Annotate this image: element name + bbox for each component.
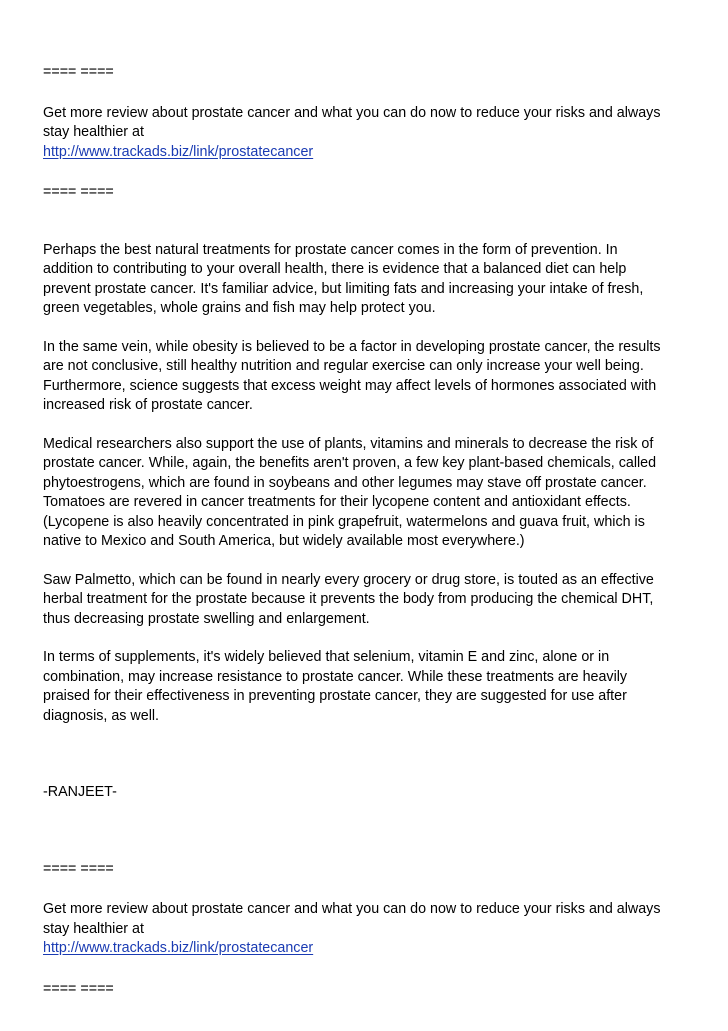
promo-text-line: stay healthier at [43, 920, 144, 937]
paragraph [43, 338, 693, 416]
paragraph-line: In the same vein, while obesity is believed to be a factor in developing prostate cancer, the results [43, 338, 661, 355]
paragraph-line: diagnosis, as well. [43, 707, 160, 724]
paragraph-line: phytoestrogens, which are found in soybeans and other legumes may stave off prostate cancer. [43, 474, 647, 491]
paragraph-line: praised for their effectiveness in preventing prostate cancer, they are suggested for use after [43, 688, 627, 704]
footer-promo [43, 860, 693, 1000]
paragraph-line: are not conclusive, still healthy nutrition and regular exercise can only increase your well being. [43, 358, 644, 374]
article-body [43, 241, 693, 803]
paragraph [43, 435, 693, 552]
paragraph-line: addition to contributing to your overall health, there is evidence that a balanced diet can help [43, 261, 627, 277]
paragraph-line: Furthermore, science suggests that excess weight may affect levels of hormones associated with [43, 377, 657, 394]
author-signature: -RANJEET- [43, 784, 117, 800]
paragraph [43, 571, 693, 630]
paragraph [43, 241, 693, 319]
header-promo [43, 63, 693, 203]
paragraph-line: (Lycopene is also heavily concentrated in pink grapefruit, watermelons and guava fruit, which is [43, 513, 645, 530]
paragraph-line: native to Mexico and South America, but widely available most everywhere.) [43, 533, 525, 549]
paragraph-line: prevent prostate cancer. It's familiar advice, but limiting fats and increasing your intake of fresh, [43, 280, 644, 297]
paragraph-line: In terms of supplements, it's widely believed that selenium, vitamin E and zinc, alone or in [43, 649, 610, 665]
promo-text-line: Get more review about prostate cancer and what you can do now to reduce your risks and always [43, 901, 661, 917]
paragraph-line: herbal treatment for the prostate because it prevents the body from producing the chemical DHT, [43, 591, 654, 607]
paragraph-line: increased risk of prostate cancer. [43, 397, 253, 413]
paragraph-line: thus decreasing prostate swelling and enlargement. [43, 610, 370, 627]
promo-link[interactable]: http://www.trackads.biz/link/prostatecancer [43, 143, 314, 160]
separator: ==== ==== [43, 860, 114, 877]
paragraph-line: Perhaps the best natural treatments for prostate cancer comes in the form of prevention. In [43, 241, 618, 258]
promo-text-line: Get more review about prostate cancer and what you can do now to reduce your risks and always [43, 104, 661, 121]
promo-text-line: stay healthier at [43, 124, 144, 140]
separator: ==== ==== [43, 64, 114, 80]
paragraph-line: Tomatoes are revered in cancer treatments for their lycopene content and antioxidant effects. [43, 494, 631, 510]
document-page [43, 63, 693, 999]
separator: ==== ==== [43, 980, 114, 997]
paragraph-line: prostate cancer. While, again, the benefits aren't proven, a few key plant-based chemicals, called [43, 455, 657, 471]
paragraph-line: Saw Palmetto, which can be found in nearly every grocery or drug store, is touted as an effective [43, 571, 654, 588]
paragraph [43, 648, 693, 726]
paragraph-line: Medical researchers also support the use of plants, vitamins and minerals to decrease the risk of [43, 435, 654, 452]
paragraph-line: combination, may increase resistance to prostate cancer. While these treatments are heavily [43, 668, 628, 685]
promo-link[interactable]: http://www.trackads.biz/link/prostatecancer [43, 940, 314, 956]
separator: ==== ==== [43, 184, 114, 200]
paragraph-line: green vegetables, whole grains and fish may help protect you. [43, 300, 436, 316]
